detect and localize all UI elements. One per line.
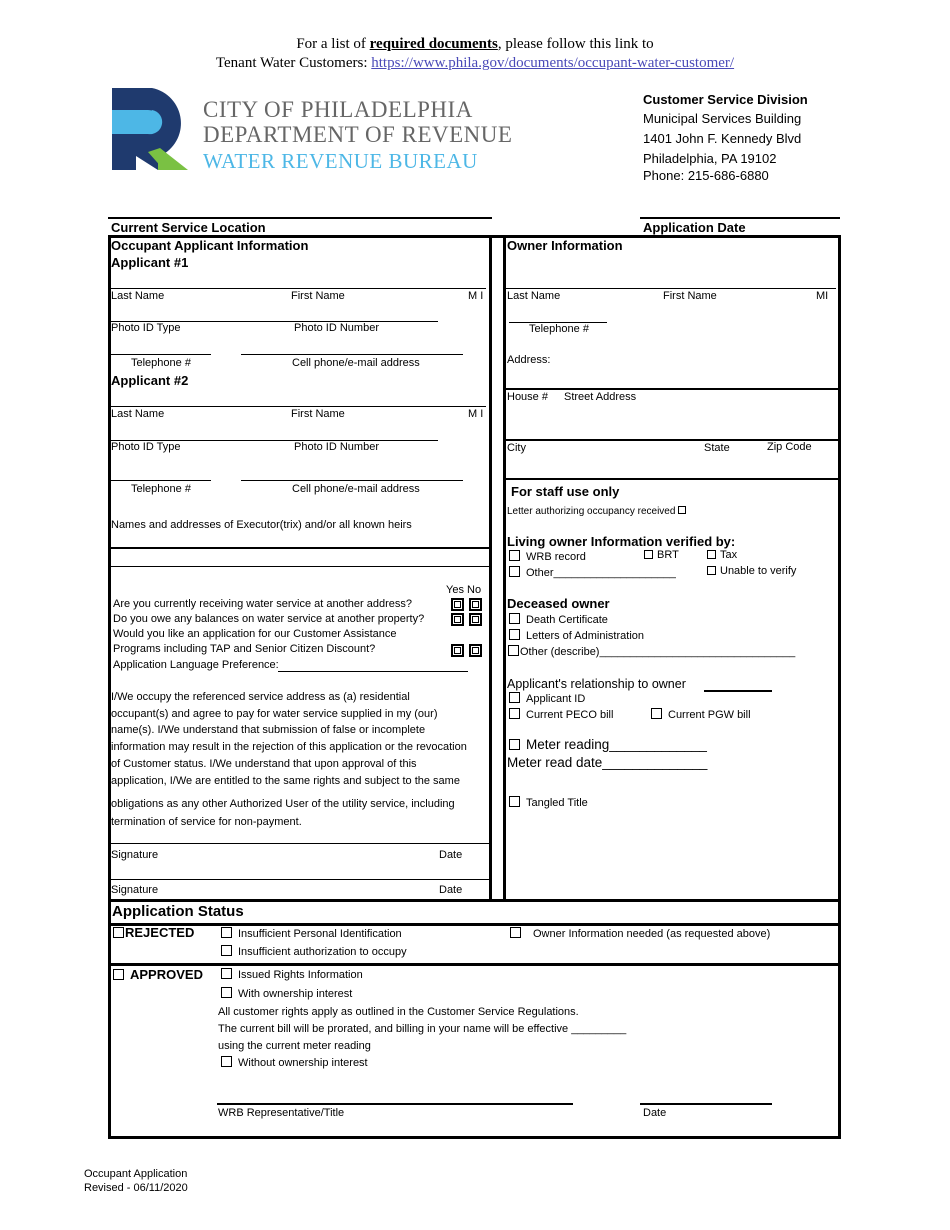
address-line4: Phone: 215-686-6880 bbox=[643, 168, 769, 183]
other-describe-option[interactable] bbox=[508, 645, 795, 658]
unable-checkbox[interactable] bbox=[707, 566, 716, 575]
a1-mi-label: M I bbox=[468, 290, 484, 302]
with-ownership-label: With ownership interest bbox=[238, 988, 353, 1000]
a1-phone-line[interactable] bbox=[111, 354, 211, 355]
all-rights-text: All customer rights apply as outlined in the Customer Service Regulations. bbox=[218, 1006, 579, 1018]
frame-bottom bbox=[108, 1136, 841, 1139]
declaration-p4: information may result in the rejection of this application or the revocation bbox=[111, 741, 467, 753]
question2: Do you owe any balances on water service at another property? bbox=[113, 613, 425, 625]
rep-signature-line[interactable] bbox=[217, 1103, 573, 1105]
a2-cell-label: Cell phone/e-mail address bbox=[292, 483, 420, 495]
header-line2-prefix: Tenant Water Customers: bbox=[215, 55, 372, 71]
executor-line1[interactable] bbox=[111, 547, 489, 549]
q1-yes-checkbox[interactable] bbox=[451, 598, 464, 611]
occupant-docs-link[interactable]: https://www.phila.gov/documents/occupant-water-customer/ bbox=[371, 55, 735, 71]
rejected-option[interactable] bbox=[113, 925, 194, 940]
insufficient-auth-label: Insufficient authorization to occupy bbox=[238, 946, 407, 958]
meter-reading-checkbox[interactable] bbox=[509, 739, 520, 750]
a2-cell-line[interactable] bbox=[241, 480, 463, 481]
other-label: Other____________________ bbox=[526, 567, 676, 579]
meter-read-date-label: Meter read date______________ bbox=[507, 755, 708, 770]
declaration-p7: obligations as any other Authorized User of the utility service, including bbox=[111, 798, 455, 810]
insufficient-id-checkbox[interactable] bbox=[221, 927, 232, 938]
owner-first-name-label: First Name bbox=[663, 290, 717, 302]
question1: Are you currently receiving water service at another address? bbox=[113, 598, 412, 610]
owner-needed-label: Owner Information needed (as requested above) bbox=[533, 928, 771, 940]
rejected-label: REJECTED bbox=[125, 925, 195, 940]
wrb-record-checkbox[interactable] bbox=[509, 550, 520, 561]
prorated-text: The current bill will be prorated, and billing in your name will be effective _________ bbox=[218, 1023, 627, 1035]
meter-text: using the current meter reading bbox=[218, 1040, 371, 1052]
application-date-label: Application Date bbox=[643, 220, 746, 235]
mid-divider-right bbox=[503, 235, 506, 899]
address-line2: 1401 John F. Kennedy Blvd bbox=[643, 131, 802, 146]
a2-telephone-label: Telephone # bbox=[131, 483, 191, 495]
deceased-title: Deceased owner bbox=[507, 596, 610, 611]
address-line3: Philadelphia, PA 19102 bbox=[643, 151, 777, 166]
a1-first-name-label: First Name bbox=[291, 290, 345, 302]
a2-last-name-label: Last Name bbox=[111, 408, 165, 420]
rep-date-line[interactable] bbox=[640, 1103, 772, 1105]
with-ownership-checkbox[interactable] bbox=[221, 987, 232, 998]
a1-photo-type-label: Photo ID Type bbox=[111, 322, 181, 334]
signature1-top-line bbox=[111, 843, 489, 844]
q2-yes-checkbox[interactable] bbox=[451, 613, 464, 626]
other-checkbox[interactable] bbox=[509, 566, 520, 577]
staff-title: For staff use only bbox=[511, 484, 620, 499]
status-top-rule bbox=[108, 899, 841, 902]
peco-option[interactable] bbox=[509, 708, 613, 721]
service-location-rule bbox=[108, 217, 492, 219]
owner-address-label: Address: bbox=[507, 354, 551, 366]
signature2-date-label: Date bbox=[439, 884, 463, 896]
app-date-rule bbox=[640, 217, 840, 219]
signature2-label: Signature bbox=[111, 884, 159, 896]
owner-house-label: House # bbox=[507, 391, 548, 403]
logo-r-icon bbox=[112, 88, 192, 170]
language-line[interactable] bbox=[278, 671, 468, 672]
other-describe-label: Other (describe)________________________________ bbox=[520, 646, 796, 658]
owner-mi-label: MI bbox=[816, 290, 829, 302]
letters-admin-label: Letters of Administration bbox=[526, 630, 645, 642]
header-line1-prefix: For a list of bbox=[296, 36, 370, 52]
a1-last-name-label: Last Name bbox=[111, 290, 165, 302]
letters-admin-option[interactable] bbox=[509, 629, 644, 642]
owner-city-label: City bbox=[507, 442, 526, 454]
q2-no-checkbox[interactable] bbox=[469, 613, 482, 626]
without-ownership-checkbox[interactable] bbox=[221, 1056, 232, 1067]
approved-checkbox[interactable] bbox=[113, 969, 124, 980]
a1-name-line[interactable] bbox=[111, 288, 486, 289]
q1-no-checkbox[interactable] bbox=[469, 598, 482, 611]
applicant-id-option[interactable] bbox=[509, 692, 585, 705]
rejected-checkbox[interactable] bbox=[113, 927, 124, 938]
brt-checkbox[interactable] bbox=[644, 550, 653, 559]
declaration-p6: application, I/We are entitled to the same rights and subject to the same bbox=[111, 775, 460, 787]
insufficient-auth-checkbox[interactable] bbox=[221, 945, 232, 956]
signature1-label: Signature bbox=[111, 849, 159, 861]
declaration-p1: I/We occupy the referenced service address as (a) residential bbox=[111, 691, 410, 703]
tangled-title-label: Tangled Title bbox=[526, 797, 588, 809]
header-line1-suffix: , please follow this link to bbox=[497, 36, 654, 52]
letter-occupancy bbox=[507, 506, 686, 517]
language-label: Application Language Preference: bbox=[113, 659, 279, 671]
unable-option[interactable] bbox=[707, 565, 796, 577]
q3-yes-checkbox[interactable] bbox=[451, 644, 464, 657]
without-ownership-option[interactable] bbox=[221, 1056, 368, 1069]
a1-cell-label: Cell phone/e-mail address bbox=[292, 357, 420, 369]
address-title: Customer Service Division bbox=[643, 92, 808, 107]
insufficient-auth-option[interactable] bbox=[221, 945, 407, 958]
a1-photo-number-label: Photo ID Number bbox=[294, 322, 379, 334]
meter-reading-option[interactable] bbox=[509, 737, 707, 752]
owner-telephone-label: Telephone # bbox=[529, 323, 589, 335]
tax-checkbox[interactable] bbox=[707, 550, 716, 559]
owner-needed-checkbox[interactable] bbox=[510, 927, 521, 938]
death-cert-label: Death Certificate bbox=[526, 614, 608, 626]
frame-right bbox=[838, 235, 841, 1139]
rep-label: WRB Representative/Title bbox=[218, 1107, 345, 1119]
insufficient-id-label: Insufficient Personal Identification bbox=[238, 928, 402, 940]
with-ownership-option[interactable] bbox=[221, 987, 352, 1000]
owner-name-line[interactable] bbox=[506, 288, 836, 289]
death-cert-option[interactable] bbox=[509, 613, 608, 626]
meter-reading-label: Meter reading_____________ bbox=[526, 737, 707, 752]
relationship-line[interactable] bbox=[704, 690, 772, 692]
a2-photo-number-label: Photo ID Number bbox=[294, 441, 379, 453]
brt-label: BRT bbox=[657, 549, 679, 561]
bureau-logo bbox=[112, 88, 192, 170]
mid-divider-left bbox=[489, 235, 492, 899]
applicant-id-label: Applicant ID bbox=[526, 693, 586, 705]
brt-option[interactable] bbox=[644, 549, 679, 561]
address-line1: Municipal Services Building bbox=[643, 111, 802, 126]
other-describe-checkbox[interactable] bbox=[508, 645, 519, 656]
death-cert-checkbox[interactable] bbox=[509, 613, 520, 624]
unable-label: Unable to verify bbox=[720, 565, 797, 577]
wrb-record-option[interactable] bbox=[509, 550, 586, 563]
owner-address-line[interactable] bbox=[506, 388, 839, 390]
footer-line2: Revised - 06/11/2020 bbox=[84, 1182, 188, 1194]
issued-rights-label: Issued Rights Information bbox=[238, 969, 363, 981]
issued-rights-checkbox[interactable] bbox=[221, 968, 232, 979]
pgw-checkbox[interactable] bbox=[651, 708, 662, 719]
pgw-label: Current PGW bill bbox=[668, 709, 751, 721]
logo-line1: CITY OF PHILADELPHIA bbox=[203, 97, 473, 122]
signature2-line[interactable] bbox=[111, 879, 489, 880]
yes-header: Yes bbox=[446, 584, 464, 596]
a2-mi-label: M I bbox=[468, 408, 484, 420]
no-header: No bbox=[467, 584, 482, 596]
peco-checkbox[interactable] bbox=[509, 708, 520, 719]
letter-occupancy-label: Letter authorizing occupancy received bbox=[507, 506, 676, 517]
tax-option[interactable] bbox=[707, 549, 737, 561]
required-documents-text: required documents bbox=[369, 36, 498, 52]
declaration-p2: occupant(s) and agree to pay for water service supplied in my (our) bbox=[111, 708, 438, 720]
signature1-date-label: Date bbox=[439, 849, 463, 861]
a1-telephone-label: Telephone # bbox=[131, 357, 191, 369]
frame-left bbox=[108, 235, 111, 1139]
logo-line2: DEPARTMENT OF REVENUE bbox=[203, 122, 513, 147]
owner-zip-label: Zip Code bbox=[767, 441, 812, 453]
question3-line1: Would you like an application for our Customer Assistance bbox=[113, 628, 397, 640]
service-location-label: Current Service Location bbox=[111, 220, 266, 235]
staff-section-line bbox=[506, 478, 839, 480]
approved-option[interactable] bbox=[113, 967, 203, 982]
peco-label: Current PECO bill bbox=[526, 709, 614, 721]
tangled-title-option[interactable] bbox=[509, 796, 588, 809]
rep-date-label: Date bbox=[643, 1107, 667, 1119]
owner-state-label: State bbox=[704, 442, 730, 454]
owner-needed-option[interactable] bbox=[510, 927, 770, 940]
a2-first-name-label: First Name bbox=[291, 408, 345, 420]
without-ownership-label: Without ownership interest bbox=[238, 1057, 368, 1069]
status-title: Application Status bbox=[112, 903, 244, 920]
approved-label: APPROVED bbox=[130, 967, 203, 982]
living-owner-title: Living owner Information verified by: bbox=[507, 534, 736, 549]
owner-last-name-label: Last Name bbox=[507, 290, 561, 302]
footer-line1: Occupant Application bbox=[84, 1168, 188, 1180]
a2-photo-type-label: Photo ID Type bbox=[111, 441, 181, 453]
issued-rights-option[interactable] bbox=[221, 968, 363, 981]
approved-rule bbox=[108, 963, 841, 966]
wrb-record-label: WRB record bbox=[526, 551, 586, 563]
declaration-p5: of Customer status. I/We understand that upon approval of this bbox=[111, 758, 417, 770]
owner-title: Owner Information bbox=[507, 238, 623, 253]
other-option[interactable] bbox=[509, 566, 676, 579]
declaration-p3: name(s). I/We understand that submission of false or incomplete bbox=[111, 724, 426, 736]
relationship-label: Applicant's relationship to owner bbox=[507, 677, 686, 691]
insufficient-id-option[interactable] bbox=[221, 927, 402, 940]
occupant-title: Occupant Applicant Information bbox=[111, 238, 309, 253]
letters-admin-checkbox[interactable] bbox=[509, 629, 520, 640]
question3-line2: Programs including TAP and Senior Citizen Discount? bbox=[113, 643, 376, 655]
applicant2-heading: Applicant #2 bbox=[111, 373, 189, 388]
a1-cell-line[interactable] bbox=[241, 354, 463, 355]
applicant1-heading: Applicant #1 bbox=[111, 255, 189, 270]
status-header-rule bbox=[108, 923, 841, 926]
letter-occupancy-checkbox[interactable] bbox=[678, 506, 686, 514]
owner-street-label: Street Address bbox=[564, 391, 637, 403]
q3-no-checkbox[interactable] bbox=[469, 644, 482, 657]
logo-line3: WATER REVENUE BUREAU bbox=[203, 149, 478, 173]
executor-label: Names and addresses of Executor(trix) and/or all known heirs bbox=[111, 519, 412, 531]
tangled-title-checkbox[interactable] bbox=[509, 796, 520, 807]
a2-name-line[interactable] bbox=[111, 406, 486, 407]
applicant-id-checkbox[interactable] bbox=[509, 692, 520, 703]
tax-label: Tax bbox=[720, 549, 738, 561]
a2-phone-line[interactable] bbox=[111, 480, 211, 481]
header-line1 bbox=[0, 36, 950, 53]
header-line2 bbox=[0, 55, 950, 72]
executor-line2[interactable] bbox=[111, 566, 489, 567]
pgw-option[interactable] bbox=[651, 708, 751, 721]
declaration-p8: termination of service for non-payment. bbox=[111, 816, 302, 828]
